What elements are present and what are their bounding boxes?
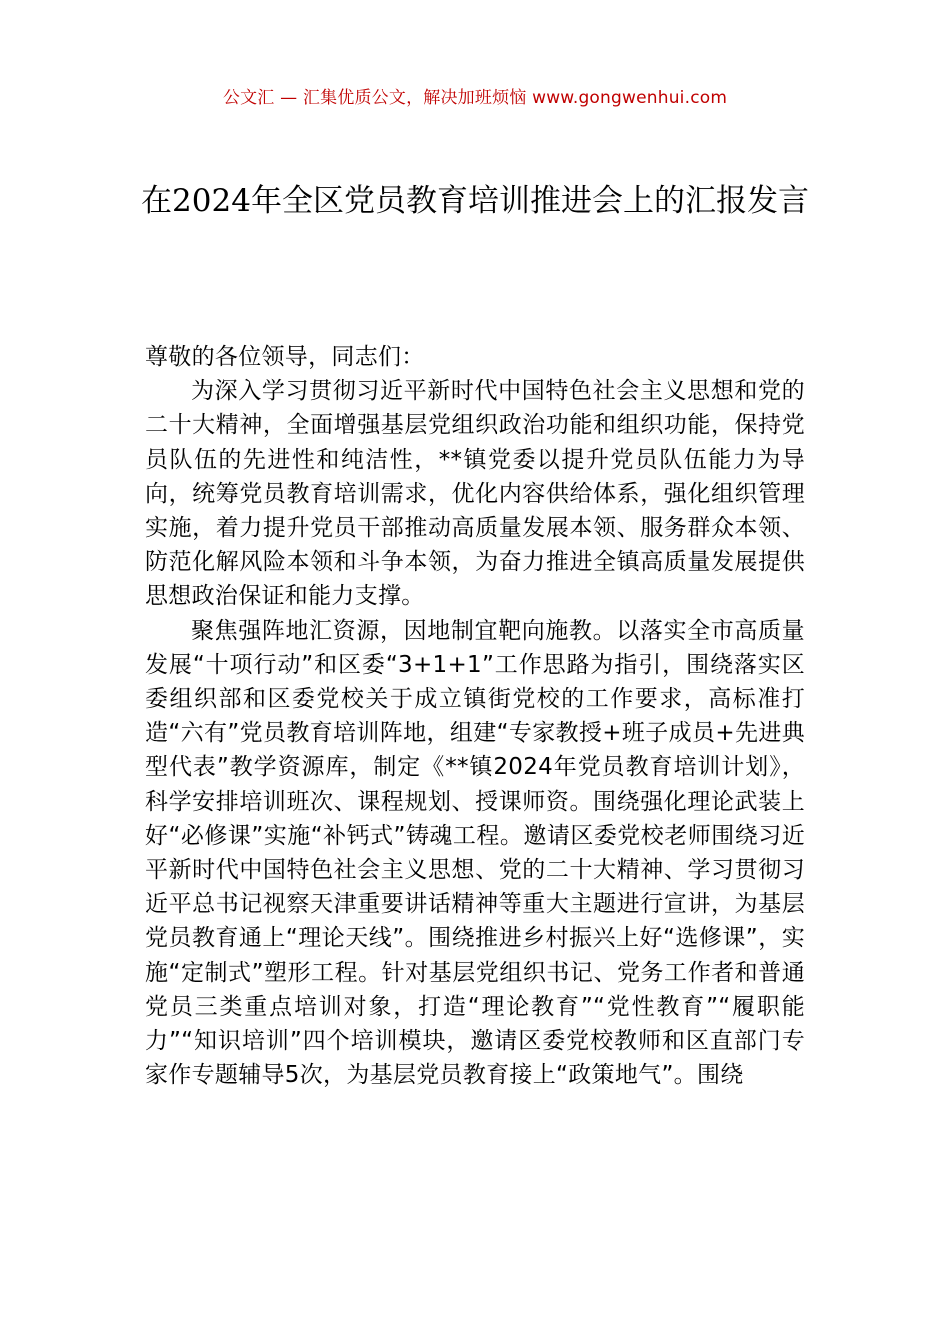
paragraph-training: 聚焦强阵地汇资源，因地制宜靶向施教。以落实全市高质量发展“十项行动”和区委“3+1+1”工作思路为指引，围绕落实区委组织部和区委党校关于成立镇街党校的工作要求，高标准打造“六有”党员教育培训阵地，组建“专家教授+班子成员+先进典型代表”教学资源库，制定《**镇2024年党员教育培训计划》，科学安排培训班次、课程规划、授课师资。围绕强化理论武装上好“必修课”实施“补钙式”铸魂工程。邀请区委党校老师围绕习近平新时代中国特色社会主义思想、党的二十大精神、学习贯彻习近平总书记视察天津重要讲话精神等重大主题进行宣讲，为基层党员教育通上“理论天线”。围绕推进乡村振兴上好“选修课”，实施“定制式”塑形工程。针对基层党组织书记、党务工作者和普通党员三类重点培训对象，打造“理论教育”“党性教育”“履职能力”“知识培训”四个培训模块，邀请区委党校教师和区直部门专家作专题辅导5次，为基层党员教育接上“政策地气”。围绕 [145, 617, 805, 1089]
header-banner[interactable] [0, 86, 950, 110]
document-body [145, 340, 805, 1092]
document-title: 在2024年全区党员教育培训推进会上的汇报发言 [141, 183, 809, 219]
paragraph-intro: 为深入学习贯彻习近平新时代中国特色社会主义思想和党的二十大精神，全面增强基层党组织政治功能和组织功能，保持党员队伍的先进性和纯洁性，**镇党委以提升党员队伍能力为导向，统筹党员教育培训需求，优化内容供给体系，强化组织管理实施，着力提升党员干部推动高质量发展本领、服务群众本领、防范化解风险本领和斗争本领，为奋力推进全镇高质量发展提供思想政治保证和能力支撑。 [145, 378, 805, 610]
salutation: 尊敬的各位领导，同志们： [145, 344, 425, 370]
header-banner-text: 公文汇 — 汇集优质公文，解决加班烦恼 www.gongwenhui.com [222, 88, 728, 108]
